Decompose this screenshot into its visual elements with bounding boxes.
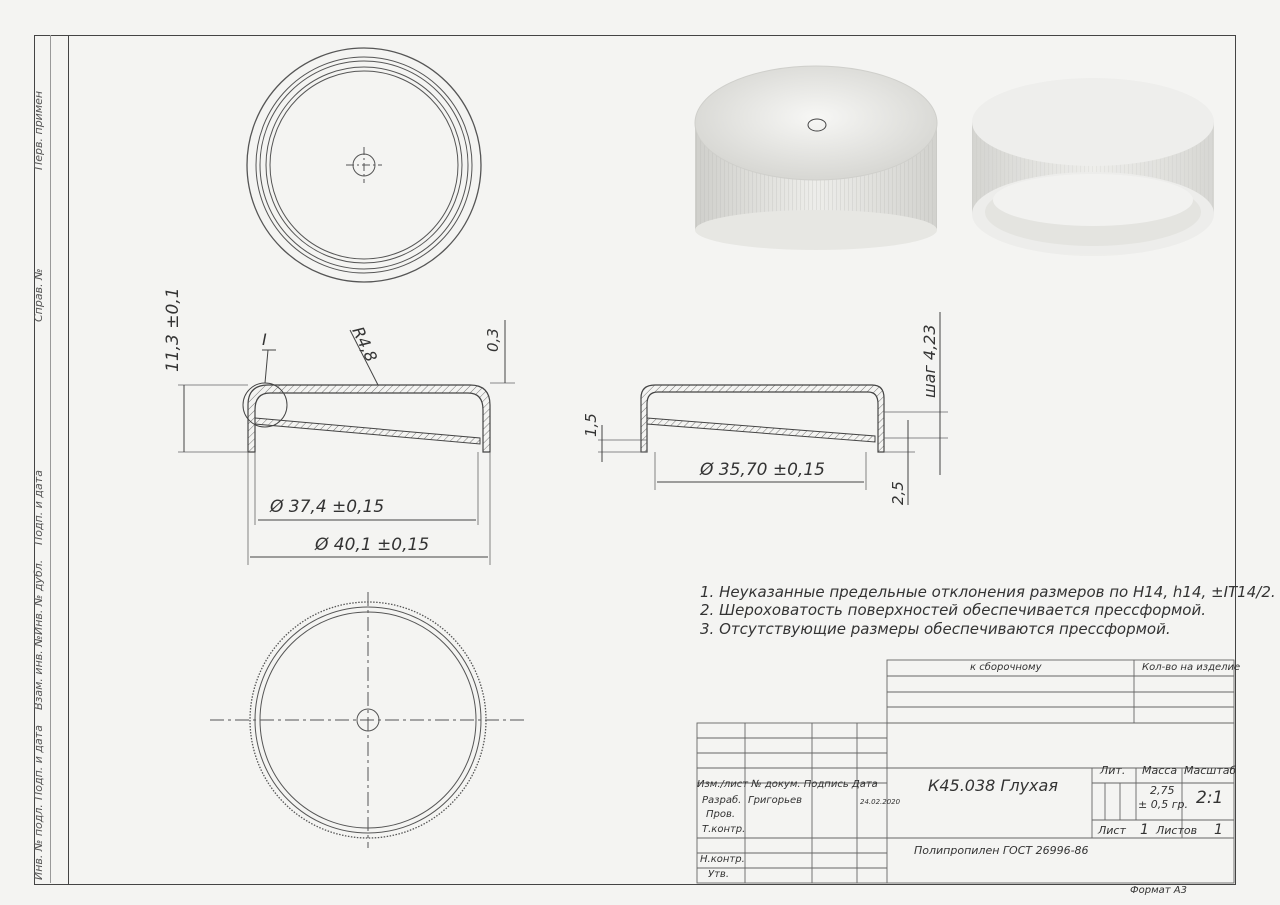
tb-ncontrol: Н.контр. xyxy=(700,854,745,865)
bottom-view xyxy=(210,592,526,848)
tb-part-name: К45.038 Глухая xyxy=(928,776,1058,795)
stub-label-dup-inv: Инв. № дубл. xyxy=(32,559,45,635)
tb-dev-label: Разраб. xyxy=(702,795,742,806)
tb-tcontrol: Т.контр. xyxy=(702,824,746,835)
dim-thread-height: 2,5 xyxy=(889,481,907,505)
tb-assembly: к сборочному xyxy=(970,662,1042,673)
dim-radius: R4,8 xyxy=(348,323,382,365)
stub-label-replace-inv: Взам. инв. № xyxy=(32,635,45,710)
tb-mass: Масса xyxy=(1142,764,1178,777)
tb-scale-value: 2:1 xyxy=(1196,788,1224,808)
tb-mass-tol: ± 0,5 гр. xyxy=(1138,798,1188,811)
note-2: 2. Шероховатость поверхностей обеспечивается прессформой. xyxy=(700,601,1206,619)
tb-mass-value: 2,75 xyxy=(1150,784,1175,797)
dim-inner-diameter: Ø 37,4 ±0,15 xyxy=(270,497,385,517)
tb-scale: Масштаб xyxy=(1184,764,1237,777)
tb-sheet-no: 1 xyxy=(1140,822,1149,838)
stub-label-sign-date-1: Подп. и дата xyxy=(32,470,45,545)
tb-format: Формат А3 xyxy=(1130,885,1187,896)
stub-label-reference: Справ. № xyxy=(32,268,45,322)
note-1: 1. Неуказанные предельные отклонения размеров по H14, h14, ±IT14/2. xyxy=(700,583,1276,601)
cap-render-bottom xyxy=(972,78,1214,256)
stub-label-orig-inv: Инв. № подл. xyxy=(32,804,45,880)
note-3: 3. Отсутствующие размеры обеспечиваются прессформой. xyxy=(700,620,1171,638)
tb-sheets: Листов xyxy=(1156,824,1198,837)
cap-render-top xyxy=(695,66,937,250)
section-mark: I xyxy=(262,330,267,349)
stub-label-sign-date-2: Подп. и дата xyxy=(32,725,45,800)
dim-thread-diameter: Ø 35,70 ±0,15 xyxy=(700,460,825,480)
dim-thickness: 0,3 xyxy=(484,328,502,352)
dim-height: 11,3 ±0,1 xyxy=(163,287,183,372)
tb-lit: Лит. xyxy=(1100,764,1126,777)
tb-sheet: Лист xyxy=(1098,824,1126,837)
top-view xyxy=(247,48,481,282)
stub-label-first-use: Перв. примен xyxy=(32,90,45,170)
tb-qty: Кол-во на изделие xyxy=(1142,662,1241,673)
dim-outer-diameter: Ø 40,1 ±0,15 xyxy=(315,535,430,555)
tb-header: Изм./лист № докум. Подпись Дата xyxy=(697,779,878,790)
tb-check: Пров. xyxy=(706,809,736,820)
tb-dev-name: Григорьев xyxy=(748,795,803,806)
tb-approve: Утв. xyxy=(708,869,729,880)
section-view-left xyxy=(178,320,515,565)
tb-material: Полипропилен ГОСТ 26996-86 xyxy=(914,844,1089,857)
tb-sheets-no: 1 xyxy=(1214,822,1223,838)
dim-thread-pitch: шаг 4,23 xyxy=(920,324,939,398)
dim-thread-depth: 1,5 xyxy=(582,413,600,437)
tb-dev-date: 24.02.2020 xyxy=(860,798,901,806)
